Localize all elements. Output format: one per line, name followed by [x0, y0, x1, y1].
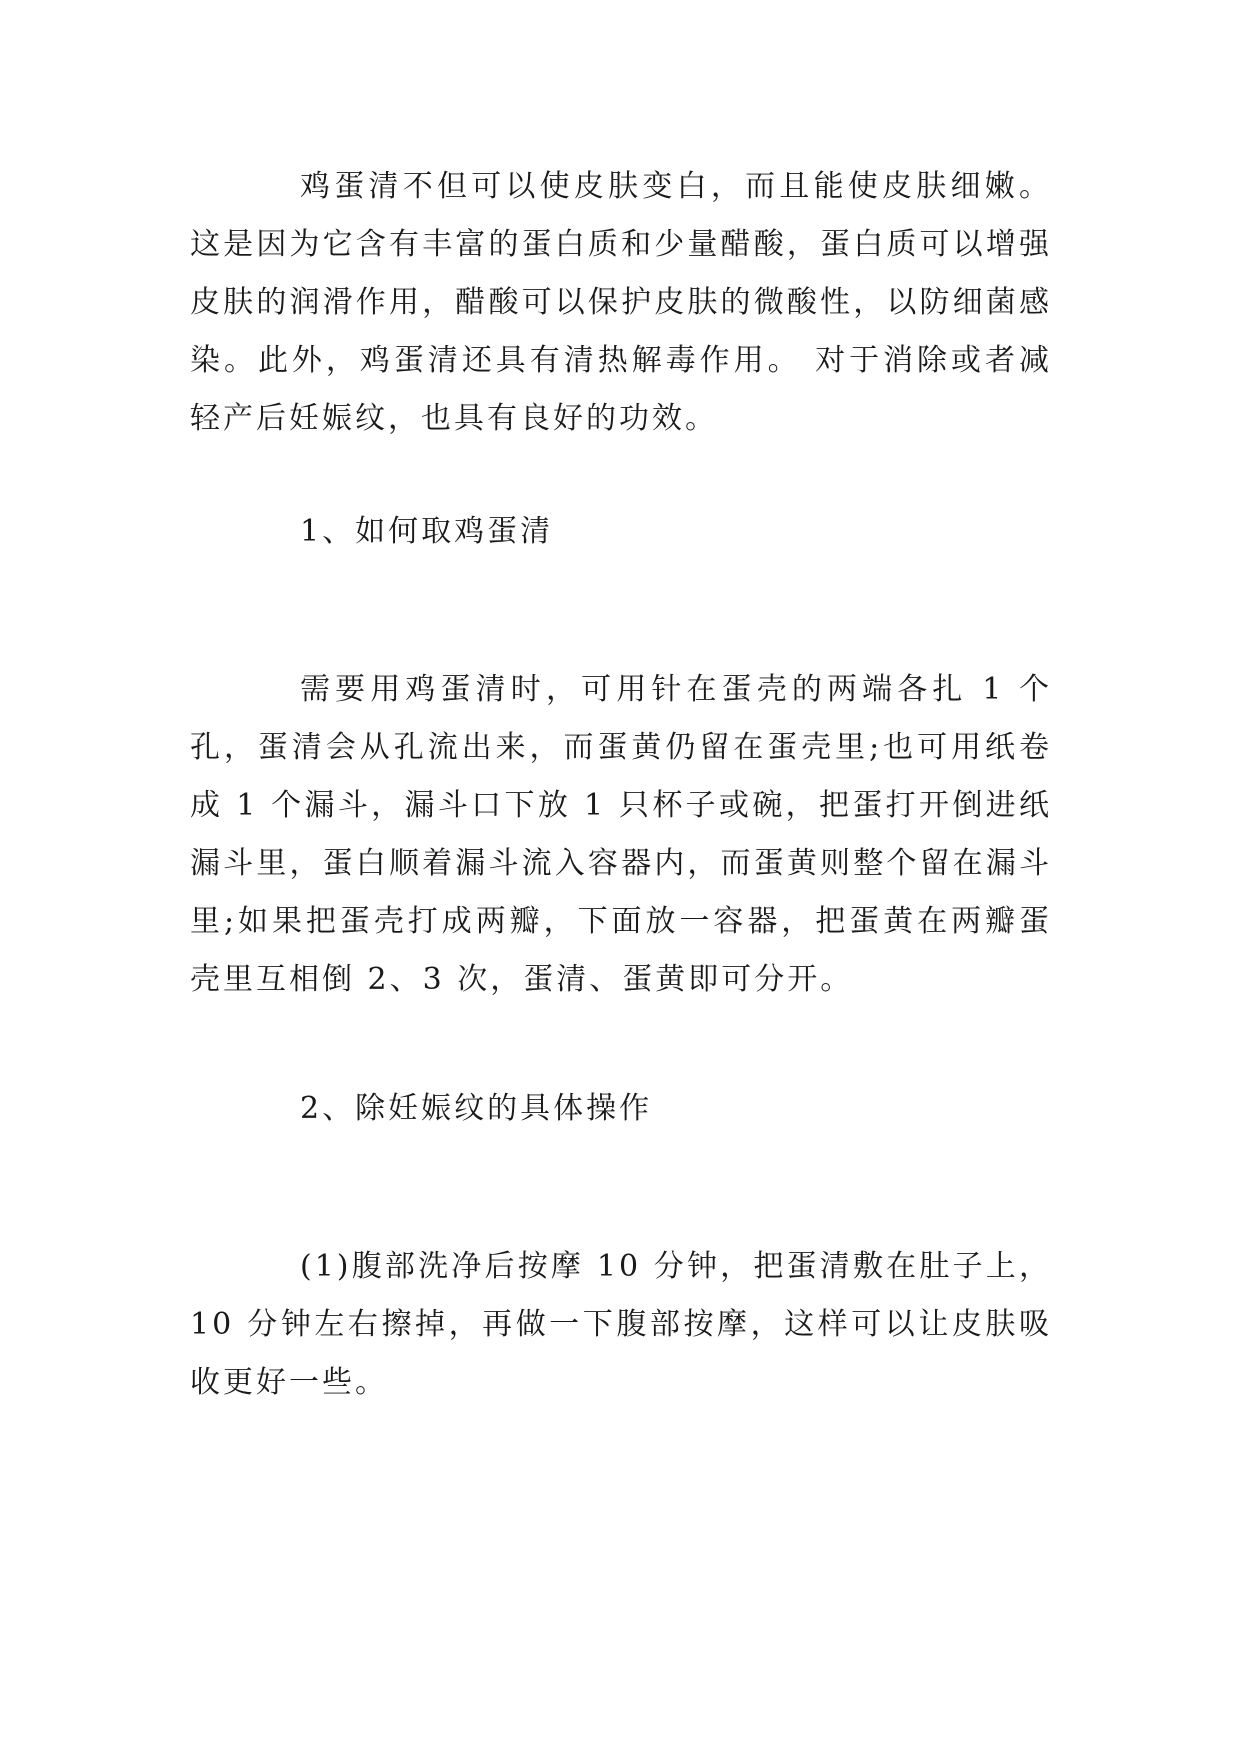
paragraph-step-1: (1)腹部洗净后按摩 10 分钟，把蛋清敷在肚子上，10 分钟左右擦掉，再做一下腹部按摩，这样可以让皮肤吸收更好一些。 [190, 1249, 1052, 1400]
paragraph-extract-egg-white: 需要用鸡蛋清时，可用针在蛋壳的两端各扎 1 个孔，蛋清会从孔流出来，而蛋黄仍留在蛋壳里;也可用纸卷成 1 个漏斗，漏斗口下放 1 只杯子或碗，把蛋打开倒进纸漏斗里，蛋白顺着漏斗流入容器内，而蛋黄则整个留在漏斗里;如果把蛋壳打成两瓣，下面放一容器，把蛋黄在两瓣蛋壳里互相倒 2、3 次，蛋清、蛋黄即可分开。 [190, 672, 1052, 997]
section-heading-2: 2、除妊娠纹的具体操作 [300, 1091, 653, 1126]
paragraph-intro: 鸡蛋清不但可以使皮肤变白，而且能使皮肤细嫩。这是因为它含有丰富的蛋白质和少量醋酸，蛋白质可以增强皮肤的润滑作用，醋酸可以保护皮肤的微酸性，以防细菌感染。此外，鸡蛋清还具有清热解毒作用。 对于消除或者减轻产后妊娠纹，也具有良好的功效。 [190, 169, 1052, 436]
section-heading-1: 1、如何取鸡蛋清 [300, 514, 554, 549]
